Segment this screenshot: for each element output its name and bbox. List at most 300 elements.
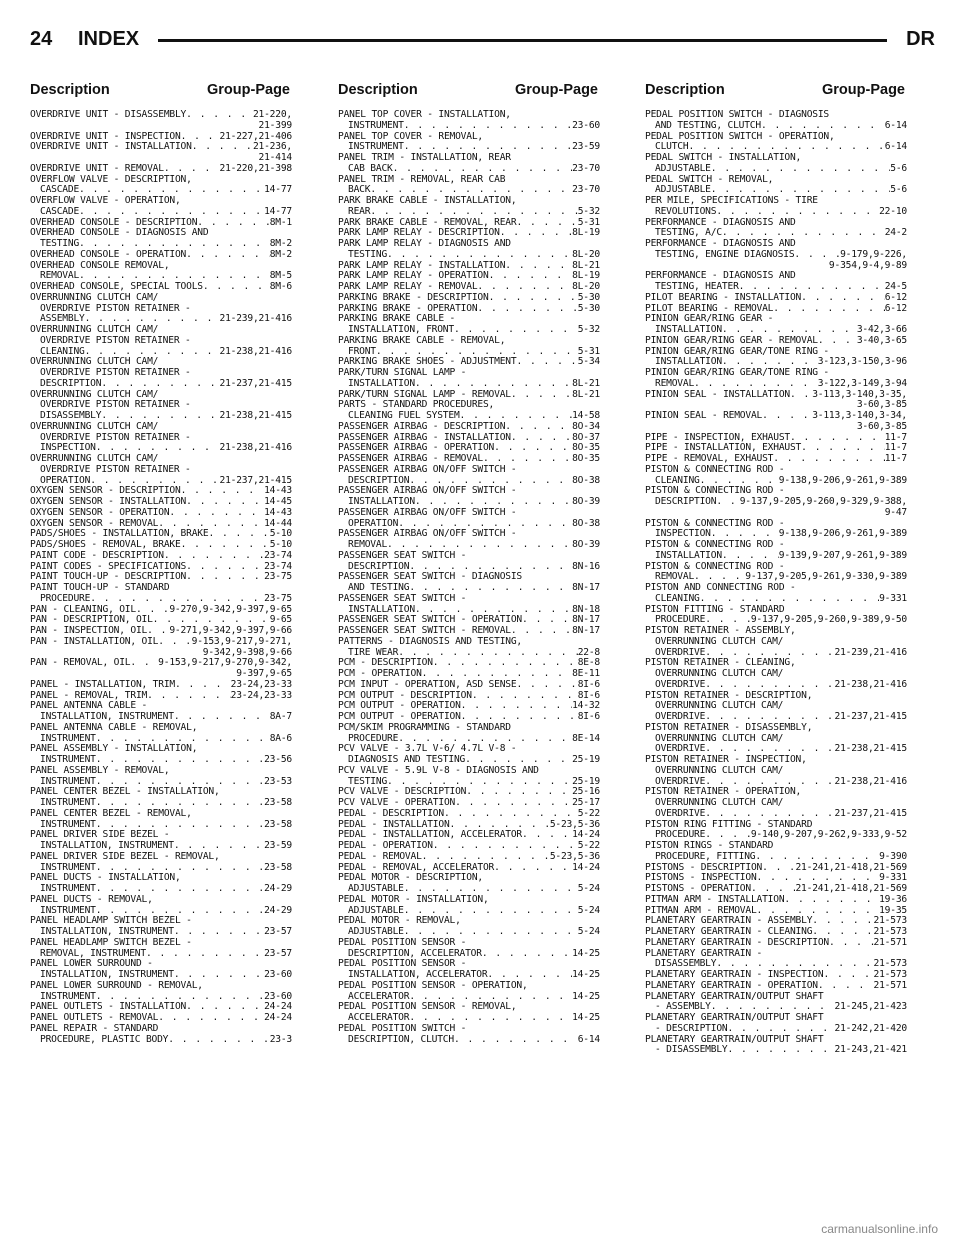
- entry-text: PARK/TURN SIGNAL LAMP -: [338, 367, 467, 378]
- index-entry: [338, 368, 600, 390]
- entry-text: INSTRUMENT: [40, 990, 96, 1002]
- entry-text: PERFORMANCE - DIAGNOSIS AND: [645, 216, 796, 228]
- dot-leader: [489, 293, 578, 304]
- page-ref: 8O-39: [572, 539, 600, 550]
- index-entry: [30, 325, 292, 357]
- page-ref: 9-137,9-205,9-261,9-330,9-389: [745, 571, 907, 583]
- page-ref-continued: 9-397,9-65: [236, 668, 292, 679]
- entry-text: PATTERNS - DIAGNOSIS AND TESTING,: [338, 635, 523, 647]
- entry-text: DESCRIPTION, ACCELERATOR: [348, 947, 482, 959]
- index-entry: [30, 142, 292, 164]
- entry-text: PLANETARY GEARTRAIN - ASSEMBLY: [645, 915, 813, 927]
- dot-leader: [208, 529, 269, 540]
- entry-text: INSTALLATION: [348, 496, 415, 507]
- group-page-heading: Group-Page: [822, 82, 905, 98]
- page-ref: 23-60: [264, 990, 292, 1002]
- page-ref: 3-113,3-140,3-35,: [812, 388, 907, 400]
- entry-text: OVERDRIVE: [655, 807, 706, 819]
- index-entry: [645, 1035, 907, 1057]
- entry-text: PISTON & CONNECTING ROD -: [645, 560, 785, 572]
- entry-text: PROCEDURE, FITTING: [655, 850, 756, 862]
- entry-text: PROCEDURE: [348, 732, 399, 744]
- dot-leader: [773, 454, 884, 465]
- entry-text: PISTON RETAINER - INSPECTION,: [645, 754, 807, 765]
- entry-text: OVERRUNNING CLUTCH CAM/: [30, 324, 159, 335]
- index-entry: [338, 465, 600, 487]
- page-ref: 21-238,21-416: [219, 345, 292, 357]
- dot-leader: [823, 970, 873, 981]
- entry-text: PEDAL POSITION SENSOR -: [338, 958, 467, 970]
- index-entry: [645, 239, 907, 271]
- page-ref: 6-12: [884, 291, 907, 303]
- entry-text: OVERHEAD CONSOLE - OPERATION: [30, 248, 187, 260]
- entry-text: PANEL - REMOVAL, TRIM: [30, 689, 148, 701]
- entry-text: PASSENGER SEAT SWITCH -: [338, 549, 467, 561]
- dot-leader: [181, 486, 265, 497]
- dot-leader: [164, 551, 264, 562]
- page-ref: 5-6: [890, 162, 907, 174]
- entry-text: PASSENGER SEAT SWITCH - DIAGNOSIS: [338, 571, 523, 583]
- entry-text: PARK LAMP RELAY - OPERATION: [338, 270, 489, 282]
- page-ref: 9-139,9-207,9-261,9-389: [778, 549, 907, 561]
- header-rule: [158, 39, 887, 42]
- dot-leader: [818, 981, 874, 992]
- entry-text: PAN - CLEANING, OIL: [30, 603, 136, 615]
- dot-leader: [415, 379, 572, 390]
- entry-text: REMOVAL: [655, 377, 695, 389]
- dot-leader: [186, 562, 264, 573]
- dot-leader: [422, 852, 550, 863]
- index-entry: [30, 895, 292, 917]
- entry-text: PINION SEAL - INSTALLATION: [645, 388, 790, 400]
- entry-text: PARK/TURN SIGNAL LAMP - REMOVAL: [338, 388, 511, 400]
- dot-leader: [472, 691, 578, 702]
- entry-text: PASSENGER AIRBAG - OPERATION: [338, 442, 495, 454]
- page-ref: 25-17: [572, 797, 600, 808]
- entry-text: PAN - REMOVAL, OIL: [30, 657, 131, 669]
- page-ref-continued: 9-47: [884, 506, 907, 518]
- page-ref: 9-271,9-342,9-397,9-66: [169, 625, 292, 636]
- page-ref: 8L-20: [572, 248, 600, 260]
- page-ref: 8M-5: [269, 270, 292, 282]
- page-ref: 3-113,3-140,3-34,: [812, 410, 907, 421]
- entry-text: INSTALLATION, INSTRUMENT: [40, 969, 174, 980]
- index-entry: [645, 992, 907, 1014]
- dot-leader: [516, 680, 577, 691]
- dot-leader: [505, 422, 572, 433]
- index-entry: [30, 164, 292, 175]
- page-ref: 23-53: [264, 775, 292, 787]
- index-entry: [30, 250, 292, 261]
- page-ref: 14-25: [572, 990, 600, 1002]
- dot-leader: [511, 390, 572, 401]
- entry-text: INSTALLATION, INSTRUMENT: [40, 926, 174, 937]
- entry-text: PAN - INSTALLATION, OIL: [30, 635, 159, 647]
- page-ref: 14-25: [572, 1012, 600, 1023]
- page-ref: 8N-16: [572, 560, 600, 572]
- page-ref: 9-179,9-226,: [840, 248, 907, 260]
- page-ref: 8I-6: [577, 689, 600, 701]
- index-column-3: [645, 110, 907, 1056]
- entry-text: INSTALLATION, FRONT: [348, 324, 454, 335]
- index-entry: [338, 153, 600, 175]
- index-entry: [645, 218, 907, 240]
- entry-text: PISTON & CONNECTING ROD -: [645, 463, 785, 475]
- entry-text: OVERDRIVE PISTON RETAINER -: [40, 463, 191, 475]
- index-entry: [338, 916, 600, 938]
- entry-text: INSPECTION: [655, 528, 711, 540]
- index-entry: [645, 336, 907, 347]
- entry-text: TIRE WEAR: [348, 646, 399, 658]
- entry-text: REMOVAL, INSTRUMENT: [40, 947, 146, 959]
- entry-text: PINION SEAL - REMOVAL: [645, 410, 763, 421]
- description-heading: Description: [338, 82, 418, 98]
- dot-leader: [728, 1024, 835, 1035]
- page-ref: 14-44: [264, 517, 292, 529]
- dot-leader: [455, 798, 572, 809]
- dot-leader: [146, 949, 264, 960]
- entry-text: PARKING BRAKE CABLE - REMOVAL,: [338, 334, 506, 346]
- index-entry: [338, 529, 600, 551]
- dot-leader: [175, 680, 231, 691]
- page-ref: 23-56: [264, 754, 292, 765]
- index-entry: [30, 293, 292, 325]
- entry-text: REVOLUTIONS: [655, 205, 717, 217]
- entry-text: PANEL OUTLETS - INSTALLATION: [30, 1001, 187, 1013]
- page-ref-continued: 9-354,9-4,9-89: [828, 259, 907, 271]
- page-ref: 8E-14: [572, 732, 600, 744]
- page-ref: 9-331: [879, 872, 907, 884]
- index-entry: [645, 314, 907, 336]
- page-ref: 24-24: [264, 1012, 292, 1023]
- page-ref: 23-60: [264, 969, 292, 980]
- entry-text: OVERDRIVE: [655, 711, 706, 722]
- entry-text: PANEL DUCTS - REMOVAL,: [30, 893, 153, 905]
- entry-text: PLANETARY GEARTRAIN/OUTPUT SHAFT: [645, 1012, 824, 1023]
- index-entry: [338, 873, 600, 895]
- dot-leader: [818, 336, 857, 347]
- index-entry: [338, 314, 600, 336]
- page-ref: 9-140,9-207,9-262,9-333,9-52: [750, 829, 907, 841]
- page-ref: 5-32: [577, 205, 600, 217]
- dot-leader: [489, 271, 573, 282]
- dot-leader: [433, 658, 578, 669]
- entry-text: INSTRUMENT: [40, 797, 96, 808]
- page-ref: 14-45: [264, 496, 292, 507]
- page-ref: 14-32: [572, 700, 600, 712]
- dot-leader: [505, 261, 572, 272]
- entry-text: PANEL ANTENNA CABLE -: [30, 700, 148, 712]
- entry-text: TESTING: [40, 238, 80, 249]
- entry-text: PASSENGER AIRBAG ON/OFF SWITCH -: [338, 528, 517, 540]
- index-entry: [338, 959, 600, 981]
- entry-text: PEDAL POSITION SENSOR - REMOVAL,: [338, 1001, 517, 1013]
- dot-leader: [393, 164, 573, 175]
- index-entry: [338, 938, 600, 960]
- dot-leader: [192, 142, 253, 153]
- index-entry: [338, 422, 600, 433]
- dot-leader: [801, 293, 885, 304]
- index-entry: [338, 132, 600, 154]
- dot-leader: [722, 551, 779, 562]
- entry-text: INSTRUMENT: [40, 754, 96, 765]
- entry-text: OVERHEAD CONSOLE - DESCRIPTION: [30, 216, 198, 228]
- page-ref: 9-138,9-206,9-261,9-389: [778, 474, 907, 486]
- dot-leader: [516, 218, 577, 229]
- entry-text: PLANETARY GEARTRAIN/OUTPUT SHAFT: [645, 1033, 824, 1045]
- page-ref: 14-25: [572, 947, 600, 959]
- index-entry: [645, 293, 907, 304]
- entry-text: ADJUSTABLE: [348, 904, 404, 916]
- page-ref: 8N-17: [572, 614, 600, 626]
- page-ref: 23-24,23-33: [230, 678, 292, 690]
- dot-leader: [522, 615, 572, 626]
- index-entry: [30, 261, 292, 283]
- page-ref: 21-571: [873, 979, 907, 991]
- index-entry: [645, 110, 907, 132]
- entry-text: DISASSEMBLY: [40, 410, 102, 421]
- dot-leader: [466, 787, 572, 798]
- dot-leader: [801, 443, 885, 454]
- entry-text: CLEANING: [40, 345, 85, 357]
- index-entry: [645, 820, 907, 842]
- page-ref: 21-236,: [252, 141, 292, 153]
- page-ref: 21-573: [873, 915, 907, 927]
- index-entry: [30, 701, 292, 723]
- entry-text: OVERDRIVE PISTON RETAINER -: [40, 367, 191, 378]
- page-ref: 21-238,21-415: [834, 743, 907, 755]
- dot-leader: [454, 1035, 578, 1046]
- entry-text: PANEL DRIVER SIDE BEZEL - REMOVAL,: [30, 850, 220, 862]
- index-entry: [30, 357, 292, 389]
- entry-text: PISTON RING FITTING - STANDARD: [645, 818, 813, 830]
- page-ref: 21-227,21-406: [219, 130, 292, 142]
- entry-text: INSTRUMENT: [40, 904, 96, 916]
- page-ref: 8L-20: [572, 281, 600, 292]
- entry-text: PCM OUTPUT - DESCRIPTION: [338, 689, 472, 701]
- entry-text: OVERRUNNING CLUTCH CAM/: [655, 732, 784, 744]
- page-ref: 9-65: [269, 614, 292, 626]
- entry-text: PEDAL - INSTALLATION, ACCELERATOR: [338, 829, 523, 841]
- index-entry: [30, 981, 292, 1003]
- dot-leader: [784, 895, 879, 906]
- page-ref: 21-239,21-416: [219, 313, 292, 325]
- dot-leader: [794, 250, 840, 261]
- page-ref: 3-42,3-66: [856, 324, 907, 335]
- page-ref: 5-30: [577, 302, 600, 314]
- watermark: carmanualsonline.info: [821, 1222, 938, 1236]
- index-entry: [338, 486, 600, 508]
- entry-text: ADJUSTABLE: [348, 926, 404, 937]
- page-ref: 8A-6: [269, 732, 292, 744]
- entry-text: INSTALLATION: [655, 356, 722, 368]
- page-ref: 5-31: [577, 345, 600, 357]
- index-entry: [645, 368, 907, 390]
- entry-text: PCV VALVE - 5.9L V-8 - DIAGNOSIS AND: [338, 764, 539, 776]
- entry-text: PEDAL - OPERATION: [338, 840, 433, 851]
- entry-text: PISTON RETAINER - ASSEMBLY,: [645, 625, 796, 636]
- dot-leader: [812, 916, 873, 927]
- entry-text: INSTRUMENT: [40, 732, 96, 744]
- entry-text: PADS/SHOES - INSTALLATION, BRAKE: [30, 528, 209, 540]
- page-ref: 8M-6: [269, 281, 292, 292]
- page-ref: 8N-18: [572, 603, 600, 615]
- entry-text: OXYGEN SENSOR - OPERATION: [30, 506, 170, 518]
- group-page-heading: Group-Page: [515, 82, 598, 98]
- page-ref: 24-24: [264, 1001, 292, 1013]
- entry-text: PINION GEAR/RING GEAR -: [645, 313, 774, 325]
- entry-text: PASSENGER AIRBAG - DESCRIPTION: [338, 420, 506, 432]
- dot-leader: [168, 1035, 269, 1046]
- entry-text: PANEL ASSEMBLY - REMOVAL,: [30, 764, 170, 776]
- page-ref: 8L-19: [572, 227, 600, 239]
- page-ref: 5-31: [577, 216, 600, 228]
- index-entry: [645, 949, 907, 971]
- page-ref: 3-122,3-149,3-94: [817, 377, 907, 389]
- entry-text: PEDAL POSITION SENSOR -: [338, 936, 467, 948]
- entry-text: PCM - OPERATION: [338, 668, 422, 679]
- index-entry: [645, 486, 907, 518]
- index-entry: [338, 680, 600, 691]
- entry-text: PCM/SKIM PROGRAMMING - STANDARD: [338, 721, 511, 733]
- index-entry: [338, 723, 600, 745]
- entry-text: PEDAL - INSTALLATION: [338, 818, 450, 830]
- entry-text: PEDAL - REMOVAL: [338, 850, 422, 862]
- entry-text: PANEL HEADLAMP SWITCH BEZEL -: [30, 936, 192, 948]
- page-ref: 21-573: [873, 958, 907, 970]
- index-entry: [338, 744, 600, 766]
- entry-text: PROCEDURE: [655, 614, 706, 626]
- page-ref: 8O-39: [572, 496, 600, 507]
- index-entry: [30, 938, 292, 960]
- entry-text: PARKING BRAKE - OPERATION: [338, 302, 478, 314]
- entry-text: REMOVAL: [348, 539, 388, 550]
- entry-text: PEDAL POSITION SENSOR - OPERATION,: [338, 979, 528, 991]
- dot-leader: [762, 863, 795, 874]
- index-entry: [645, 540, 907, 562]
- index-entry: [338, 637, 600, 659]
- entry-text: PCM - DESCRIPTION: [338, 657, 433, 669]
- page-ref: 14-24: [572, 829, 600, 841]
- page-ref: 24-29: [264, 904, 292, 916]
- entry-text: TESTING, A/C: [655, 227, 722, 239]
- page-ref: 21-238,21-415: [219, 410, 292, 421]
- index-entry: [30, 873, 292, 895]
- entry-text: ASSEMBLY: [40, 313, 85, 325]
- page-ref: 14-77: [264, 184, 292, 196]
- entry-text: PANEL TOP COVER - INSTALLATION,: [338, 109, 511, 120]
- dot-leader: [482, 949, 572, 960]
- entry-text: PISTON & CONNECTING ROD -: [645, 485, 785, 497]
- entry-text: PEDAL - DESCRIPTION: [338, 807, 444, 819]
- dot-leader: [158, 637, 191, 648]
- page-ref: 23-58: [264, 861, 292, 873]
- page-ref: 23-57: [264, 926, 292, 937]
- page-ref: 9-138,9-206,9-261,9-389: [778, 528, 907, 540]
- entry-text: PISTON FITTING - STANDARD: [645, 603, 785, 615]
- entry-text: PISTONS - INSPECTION: [645, 872, 757, 884]
- entry-text: OVERRUNNING CLUTCH CAM/: [655, 797, 784, 808]
- page-ref: 22-10: [879, 205, 907, 217]
- entry-text: PCV VALVE - 3.7L V-6/ 4.7L V-8 -: [338, 743, 517, 755]
- index-entry: [338, 766, 600, 788]
- entry-text: PROCEDURE: [655, 829, 706, 841]
- index-entry: [30, 787, 292, 809]
- entry-text: PANEL OUTLETS - REMOVAL: [30, 1012, 159, 1023]
- page-ref: 24-2: [884, 227, 907, 239]
- entry-text: PITMAN ARM - REMOVAL: [645, 904, 757, 916]
- page-ref: 21-238,21-416: [219, 442, 292, 454]
- page-ref: 9-390: [879, 850, 907, 862]
- entry-text: PANEL LOWER SURROUND -: [30, 958, 153, 970]
- entry-text: PCV VALVE - OPERATION: [338, 797, 456, 808]
- entry-text: REMOVAL: [40, 270, 80, 282]
- page-ref: 23-74: [264, 560, 292, 572]
- entry-text: - ASSEMBLY: [655, 1001, 711, 1013]
- entry-text: ADJUSTABLE: [348, 883, 404, 894]
- index-entry: [645, 465, 907, 487]
- index-entry: [338, 551, 600, 573]
- page-ref: 24-5: [884, 281, 907, 292]
- page-ref: 21-237,21-415: [219, 377, 292, 389]
- entry-text: PARK BRAKE CABLE - INSTALLATION,: [338, 195, 517, 206]
- page-ref: 6-12: [884, 302, 907, 314]
- dot-leader: [755, 852, 879, 863]
- dot-leader: [762, 411, 812, 422]
- entry-text: REAR: [348, 205, 371, 217]
- entry-text: PISTON RETAINER - CLEANING,: [645, 657, 796, 669]
- entry-text: OVERDRIVE PISTON RETAINER -: [40, 334, 191, 346]
- entry-text: PIPE - REMOVAL, EXHAUST: [645, 453, 774, 464]
- entry-text: OPERATION: [348, 517, 399, 529]
- entry-text: - DESCRIPTION: [655, 1022, 728, 1034]
- index-entry: [30, 809, 292, 831]
- index-entry: [30, 454, 292, 486]
- entry-text: OVERFLOW VALVE - DESCRIPTION,: [30, 173, 192, 185]
- entry-text: PLANETARY GEARTRAIN - DESCRIPTION: [645, 936, 830, 948]
- index-entry: [30, 680, 292, 691]
- page-ref: 5-23,5-36: [549, 818, 600, 830]
- page-ref: 8M-2: [269, 248, 292, 260]
- entry-text: PIPE - INSPECTION, EXHAUST: [645, 431, 790, 443]
- page-ref: 19-36: [879, 893, 907, 905]
- section-code: DR: [906, 28, 935, 50]
- entry-text: PASSENGER AIRBAG ON/OFF SWITCH -: [338, 506, 517, 518]
- entry-text: OVERHEAD CONSOLE - DIAGNOSIS AND: [30, 227, 209, 239]
- dot-leader: [404, 121, 572, 132]
- page-ref: 23-70: [572, 162, 600, 174]
- page-ref: 8I-6: [577, 678, 600, 690]
- page-ref: 8N-17: [572, 625, 600, 636]
- entry-text: TESTING: [348, 248, 388, 260]
- entry-text: PASSENGER SEAT SWITCH - REMOVAL: [338, 625, 511, 636]
- page-ref: 21-220,: [252, 109, 292, 120]
- entry-text: PEDAL SWITCH - INSTALLATION,: [645, 152, 802, 163]
- dot-leader: [705, 809, 834, 820]
- page-ref: 9-137,9-205,9-260,9-329,9-388,: [739, 496, 907, 507]
- index-entry: [645, 981, 907, 992]
- page-ref: 5-22: [577, 840, 600, 851]
- index-entry: [645, 841, 907, 863]
- page-ref: 8I-6: [577, 711, 600, 722]
- page-ref: 8M-2: [269, 238, 292, 249]
- entry-text: PAINT CODE - DESCRIPTION: [30, 549, 164, 561]
- dot-leader: [700, 594, 880, 605]
- entry-text: INSTALLATION, ACCELERATOR: [348, 969, 488, 980]
- index-entry: [645, 895, 907, 906]
- entry-text: PASSENGER AIRBAG ON/OFF SWITCH -: [338, 463, 517, 475]
- dot-leader: [186, 572, 264, 583]
